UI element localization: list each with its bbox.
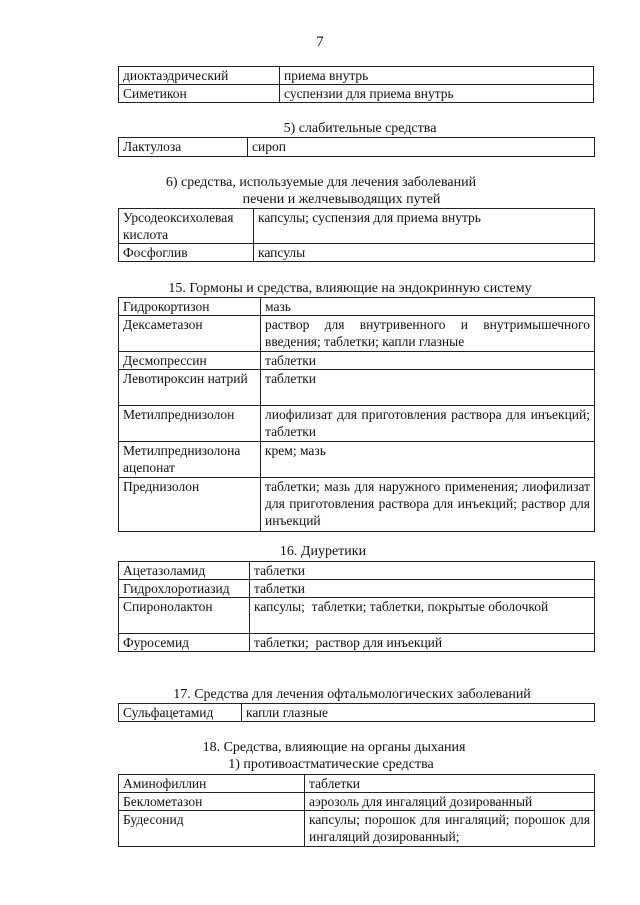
drug-form: капсулы; суспензия для приема внутрь <box>254 209 595 244</box>
table-row <box>119 478 595 532</box>
table-row <box>119 352 595 370</box>
section-heading-continued: печени и желчевыводящих путей <box>242 192 441 207</box>
drug-name: Метилпреднизолона ацепонат <box>119 442 261 478</box>
table-row <box>119 209 595 244</box>
table-row <box>119 298 595 316</box>
drug-name: Гидрохлоротиазид <box>119 580 250 598</box>
section-heading: 6) средства, используемые для лечения заболеваний <box>165 175 477 190</box>
table-row <box>119 793 595 811</box>
table-row <box>119 811 595 847</box>
table-liver <box>118 208 595 262</box>
table-continuation <box>118 66 594 103</box>
table-row <box>119 580 595 598</box>
drug-form: раствор для внутривенного и внутримышечного введения; таблетки; капли глазные <box>261 316 595 352</box>
drug-name: Фосфоглив <box>119 244 254 262</box>
drug-name: диоктаэдрический <box>119 67 280 85</box>
section-heading: 18. Средства, влияющие на органы дыхания <box>202 740 466 755</box>
table-row <box>119 85 594 103</box>
page-number: 7 <box>316 34 324 50</box>
drug-name: Сульфацетамид <box>119 704 242 722</box>
drug-name: Ацетазоламид <box>119 562 250 580</box>
drug-name: Фуросемид <box>119 634 250 652</box>
drug-form: таблетки <box>250 580 595 598</box>
drug-name: Гидрокортизон <box>119 298 261 316</box>
drug-form: таблетки <box>305 775 595 793</box>
drug-form: таблетки <box>261 370 595 406</box>
table-row <box>119 634 595 652</box>
drug-name: Симетикон <box>119 85 280 103</box>
drug-form: лиофилизат для приготовления раствора для инъекций; таблетки <box>261 406 595 442</box>
drug-form: таблетки <box>250 562 595 580</box>
table-row <box>119 138 595 157</box>
drug-form: таблетки; мазь для наружного применения; лиофилизат для приготовления раствора для инъекций; раствор для инъекций <box>261 478 595 532</box>
table-laxatives <box>118 137 595 157</box>
drug-name: Будесонид <box>119 811 305 847</box>
table-hormones <box>118 297 595 532</box>
table-row <box>119 562 595 580</box>
table-row <box>119 704 595 722</box>
section-heading: 5) слабительные средства <box>283 121 437 136</box>
drug-name: Урсодеоксихолевая кислота <box>119 209 254 244</box>
table-row <box>119 244 595 262</box>
drug-form: сироп <box>248 138 595 157</box>
table-row <box>119 775 595 793</box>
section-heading: 16. Диуретики <box>279 544 367 559</box>
table-row <box>119 406 595 442</box>
drug-form: суспензии для приема внутрь <box>280 85 594 103</box>
drug-name: Дексаметазон <box>119 316 261 352</box>
table-row <box>119 598 595 634</box>
drug-form: капли глазные <box>242 704 595 722</box>
drug-name: Аминофиллин <box>119 775 305 793</box>
subsection-heading: 1) противоастматические средства <box>228 757 434 772</box>
drug-name: Преднизолон <box>119 478 261 532</box>
drug-form: капсулы <box>254 244 595 262</box>
drug-form: таблетки; раствор для инъекций <box>250 634 595 652</box>
table-row <box>119 67 594 85</box>
section-heading: 17. Средства для лечения офтальмологических заболеваний <box>173 687 531 702</box>
drug-name: Метилпреднизолон <box>119 406 261 442</box>
drug-form: приема внутрь <box>280 67 594 85</box>
section-heading: 15. Гормоны и средства, влияющие на эндокринную систему <box>168 281 532 296</box>
drug-form: аэрозоль для ингаляций дозированный <box>305 793 595 811</box>
drug-form: капсулы; порошок для ингаляций; порошок для ингаляций дозированный; <box>305 811 595 847</box>
table-row <box>119 370 595 406</box>
table-respiratory <box>118 774 595 847</box>
drug-name: Левотироксин натрий <box>119 370 261 406</box>
drug-form: таблетки <box>261 352 595 370</box>
drug-name: Лактулоза <box>119 138 248 157</box>
drug-name: Спиронолактон <box>119 598 250 634</box>
table-ophthalmic <box>118 703 595 722</box>
drug-form: крем; мазь <box>261 442 595 478</box>
drug-form: мазь <box>261 298 595 316</box>
table-row <box>119 442 595 478</box>
drug-name: Беклометазон <box>119 793 305 811</box>
drug-name: Десмопрессин <box>119 352 261 370</box>
table-diuretics <box>118 561 595 652</box>
drug-form: капсулы; таблетки; таблетки, покрытые оболочкой <box>250 598 595 634</box>
table-row <box>119 316 595 352</box>
